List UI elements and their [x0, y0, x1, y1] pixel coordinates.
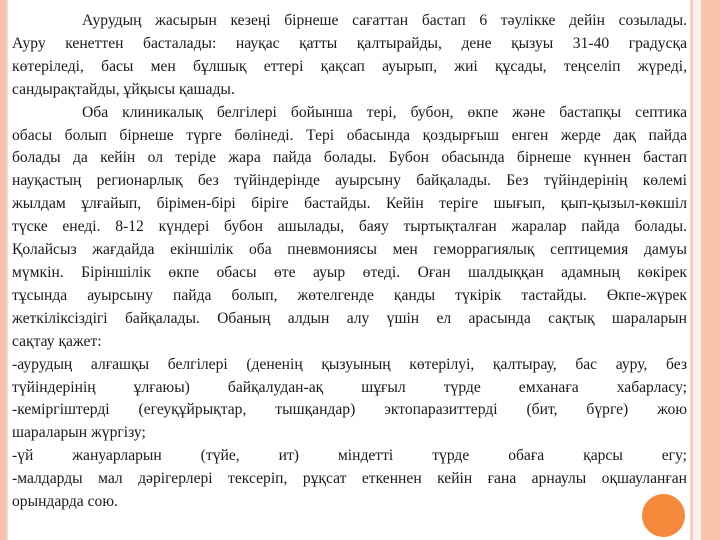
slide-border-right	[701, 0, 720, 540]
text-line: -кеміргіштерді (егеуқұйрықтар, тышқандар) эктопаразиттерді (бит, бүрге) жою	[12, 401, 687, 419]
text-line: -малдарды мал дәрігерлері тексеріп, рұқсат еткеннен кейін ғана арнаулы оқшауланған	[12, 470, 687, 488]
text-line: тұсында ауырсыну пайда болып, жөтелгенде қанды түкірік тастайды. Өкпе-жүрек	[12, 286, 687, 304]
text-line: түйіндерінің ұлғаюы) байқалудан-ақ шұғыл түрде емханаға хабарласу;	[12, 378, 687, 396]
text-line: мүмкін. Біріншілік өкпе обасы өте ауыр өтеді. Оған шалдыққан адамның көкірек	[12, 263, 687, 281]
text-line: Аурудың жасырын кезеңі бірнеше сағаттан бастап 6 тәулікке дейін созылады.	[82, 12, 687, 29]
slide-body-text	[12, 10, 687, 514]
text-line: шараларын жүргізу;	[12, 424, 146, 442]
text-line: науқастың регионарлық без түйіндерінде ауырсыну байқалады. Без түйіндерінің көлемі	[12, 172, 687, 190]
text-line: сақтау қажет:	[12, 332, 102, 350]
text-line: түске енеді. 8-12 күндері бубон ашылады, баяу тыртықталған жаралар пайда болады.	[12, 218, 687, 236]
text-line: Қолайсыз жағдайда екіншілік оба пневмониясы мен геморрагиялық септицемия дамуы	[12, 241, 687, 259]
text-line: жылдам ұлғайып, бірімен-бірі біріге бастайды. Кейін теріге шығып, қып-қызыл-көкшіл	[12, 195, 687, 213]
text-line: сандырақтайды, ұйқысы қашады.	[12, 80, 235, 98]
slide-border-left-line	[6, 0, 8, 540]
text-line: көтеріледі, басы мен бұлшық еттері қақсап ауырып, жиі құсады, теңселіп жүреді,	[12, 57, 687, 75]
text-line: жеткіліксіздігі байқалады. Обаның алдын алу үшін ел арасында сақтық шараларын	[12, 309, 687, 327]
orange-circle-decoration	[642, 494, 685, 537]
text-line: Оба клиникалық белгілері бойынша тері, бубон, өкпе және бастапқы септика	[82, 103, 687, 121]
text-line: болады да кейін ол теріде жара пайда болады. Бубон обасында бірнеше күннен бастап	[12, 149, 687, 167]
text-line: орындарда сою.	[12, 493, 118, 511]
text-line: -үй жануарларын (түйе, ит) міндетті түрде обаға қарсы егу;	[12, 447, 687, 465]
slide-border-right-gap	[693, 0, 701, 540]
text-line: обасы болып бірнеше түрге бөлінеді. Тері обасында қоздырғыш енген жерде дақ пайда	[12, 126, 687, 144]
text-line: Ауру кенеттен басталады: науқас қатты қалтырайды, дене қызуы 31-40 градусқа	[12, 34, 687, 52]
text-line: -аурудың алғашқы белгілері (дененің қызуының көтерілуі, қалтырау, бас ауру, без	[12, 355, 687, 373]
